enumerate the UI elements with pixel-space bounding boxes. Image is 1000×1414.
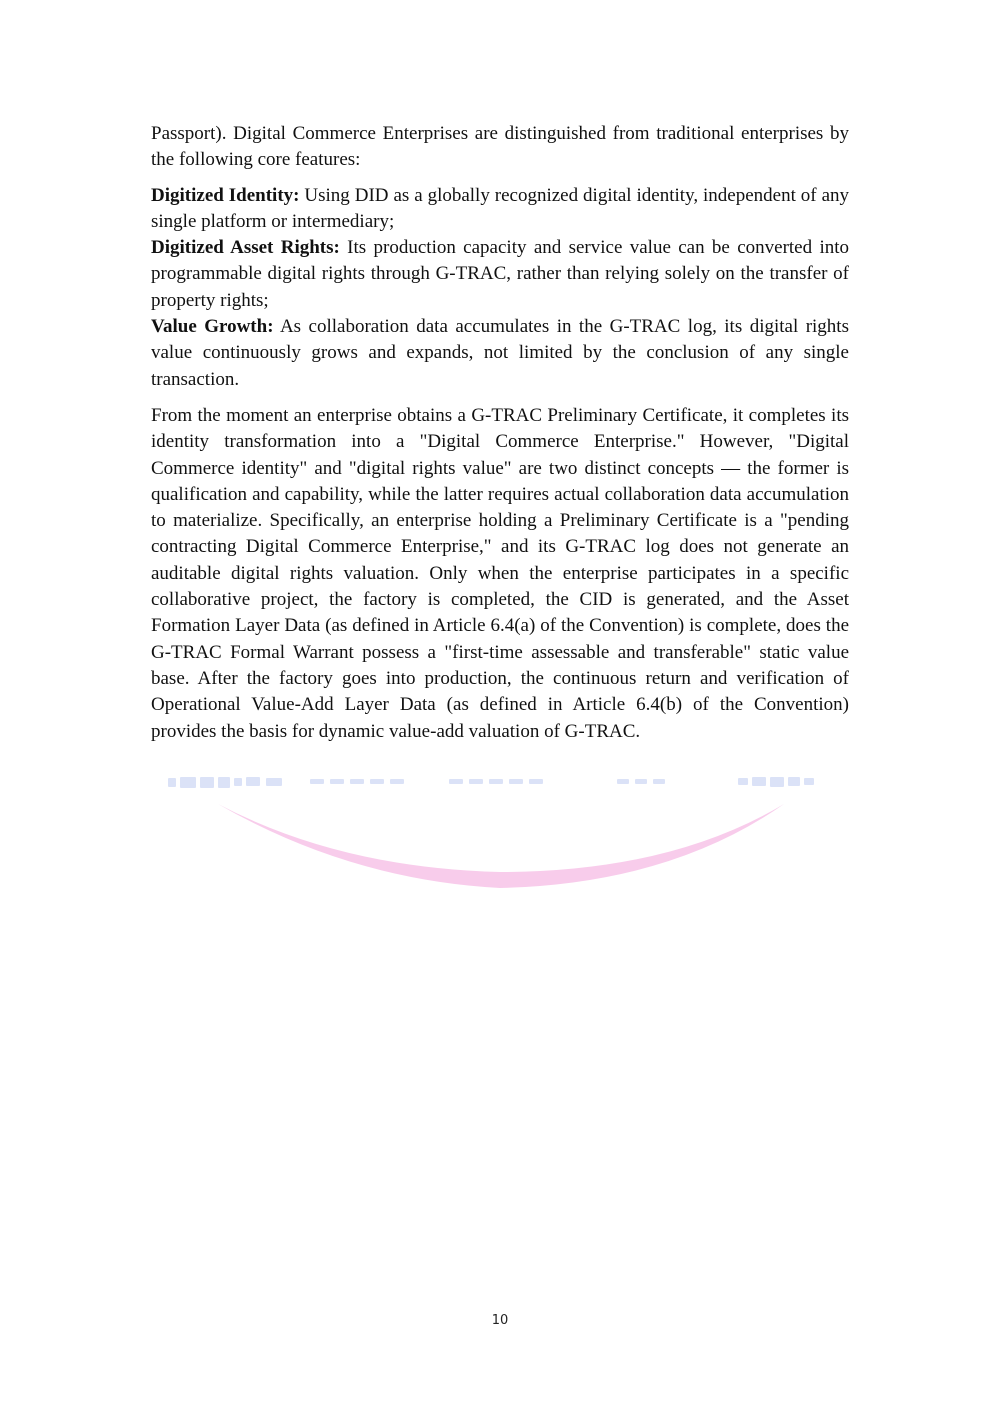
feature-term: Digitized Asset Rights: — [151, 237, 340, 259]
page-number: 10 — [491, 1313, 509, 1328]
main-paragraph: From the moment an enterprise obtains a G-TRAC Preliminary Certificate, it completes its identity transformation into a "Digital Commerce Enterprise." However, "Digital Commerce identity" and "digital rights value" are two distinct concepts — the former is qualification and capability, while the latter requires actual collaboration data accumulation to materialize. Specifically, an enterprise holding a Preliminary Certificate is a "pending contracting Digital Commerce Enterprise," and its G-TRAC log does not generate an auditable digital rights valuation. Only when the enterprise participates in a specific collaborative project, the factory is completed, the CID is generated, and the Asset Formation Layer Data (as defined in Article 6.4(a) of the Convention) is complete, does the G-TRAC Formal Warrant possess a "first-time assessable and transferable" static value base. After the factory goes into production, the continuous return and verification of Operational Value-Add Layer Data (as defined in Article 6.4(b) of the Convention) provides the basis for dynamic value-add valuation of G-TRAC. — [151, 404, 849, 742]
feature-item-value-growth — [151, 314, 849, 393]
watermark-logo — [150, 760, 850, 900]
body-text — [151, 121, 849, 745]
watermark-arc — [218, 804, 784, 888]
feature-list — [151, 183, 849, 393]
feature-term: Digitized Identity: — [151, 184, 300, 206]
feature-text: Its production capacity and service value can be converted into programmable digital rights through G-TRAC, rather than relying solely on the transfer of property rights; — [151, 237, 850, 311]
feature-text: Using DID as a globally recognized digital identity, independent of any single platform or intermediary; — [151, 184, 850, 232]
feature-item-digitized-asset-rights — [151, 235, 849, 314]
feature-term: Value Growth: — [151, 316, 274, 338]
intro-paragraph: Passport). Digital Commerce Enterprises are distinguished from traditional enterprises by the following core features: — [151, 123, 849, 171]
feature-text: As collaboration data accumulates in the G-TRAC log, its digital rights value continuously grows and expands, not limited by the conclusion of any single transaction. — [151, 316, 849, 390]
watermark-dash-marks — [168, 777, 814, 788]
feature-item-digitized-identity — [151, 183, 849, 236]
